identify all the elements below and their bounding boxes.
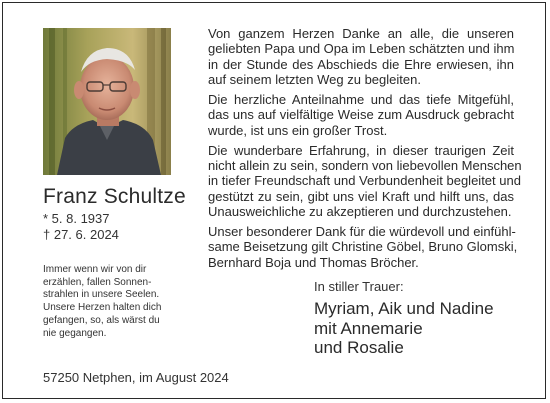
text-line: Von ganzem Herzen Danke an alle, die unseren	[208, 26, 514, 41]
portrait-photo	[43, 28, 171, 175]
paragraph	[208, 224, 518, 270]
text-line: gestützt zu sein, gibt uns viel Kraft und hilft uns, das	[208, 188, 514, 204]
mourning-label: In stiller Trauer:	[314, 279, 404, 294]
poem-line: Immer wenn wir von dir	[43, 264, 147, 275]
text-line: Bernhard Boja und Thomas Bröcher.	[208, 254, 419, 270]
death-date: † 27. 6. 2024	[43, 227, 119, 242]
text-line: same Beisetzung gilt Christine Göbel, Bruno Glomski,	[208, 239, 518, 255]
text-line: geliebten Papa und Opa im Leben schätzten und ihm	[208, 41, 515, 57]
paragraph	[208, 92, 514, 138]
mourner-line: mit Annemarie	[314, 318, 423, 338]
text-line: Unser besonderer Dank für die würdevoll und einfühl-	[208, 224, 516, 239]
paragraph	[208, 26, 514, 87]
text-line: wurde, ist uns ein großer Trost.	[208, 122, 388, 138]
portrait-image	[43, 28, 171, 175]
notice-frame	[2, 2, 546, 399]
poem-line: strahlen in unsere Seelen.	[43, 289, 160, 301]
text-line: Die herzliche Anteilnahme und das tiefe Mitgefühl,	[208, 92, 514, 107]
mourners-list	[314, 299, 494, 358]
poem	[43, 264, 183, 340]
mourner-line: Myriam, Aik und Nadine	[314, 299, 494, 318]
place-and-date: 57250 Netphen, im August 2024	[43, 370, 229, 385]
text-line: Unausweichliche zu akzeptieren und durchzustehen.	[208, 203, 512, 219]
text-line: Die wunderbare Erfahrung, in dieser traurigen Zeit	[208, 142, 514, 158]
paragraph	[208, 142, 522, 219]
poem-line: erzählen, fallen Sonnen-	[43, 276, 152, 288]
text-line: in der Stunde des Abschieds die Ehre erwiesen, ihn	[208, 56, 514, 72]
birth-date: * 5. 8. 1937	[43, 211, 110, 226]
poem-line: Unsere Herzen halten dich	[43, 302, 162, 314]
text-line: nicht allein zu sein, sondern von liebevollen Menschen	[208, 158, 522, 173]
mourner-line: und Rosalie	[314, 338, 404, 357]
thank-you-text	[208, 26, 522, 275]
life-dates	[43, 211, 119, 243]
poem-line: nie gegangen.	[43, 327, 107, 339]
poem-line: gefangen, so, als wärst du	[43, 314, 160, 326]
text-line: das uns auf vielfältige Weise zum Ausdruck gebracht	[208, 107, 514, 123]
text-line: in tiefer Freundschaft und Verbundenheit begleitet und	[208, 173, 521, 189]
deceased-name: Franz Schultze	[43, 185, 186, 208]
text-line: auf seinem letzten Weg zu begleiten.	[208, 71, 421, 87]
